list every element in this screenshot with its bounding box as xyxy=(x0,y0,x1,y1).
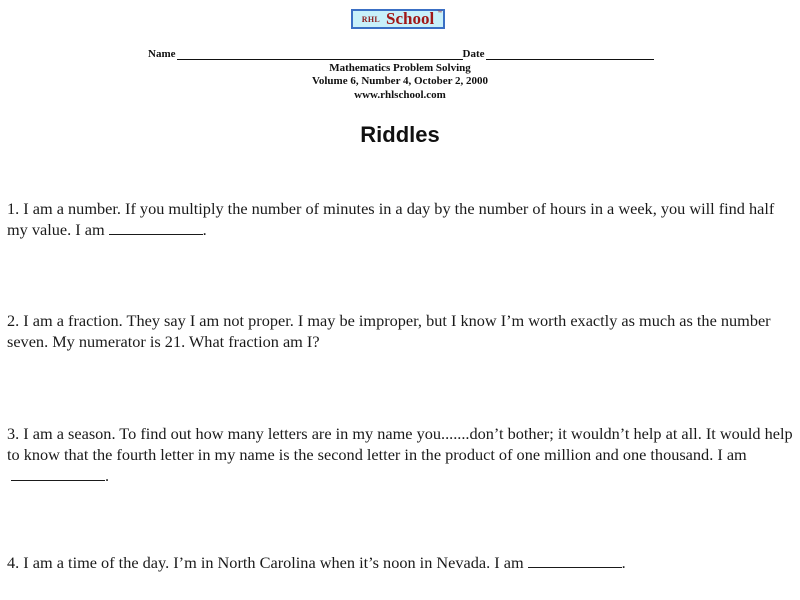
riddle-text: I am a fraction. They say I am not proper. I may be improper, but I know I’m worth exactly as much as the number seven. My numerator is 21. What fraction am I? xyxy=(7,311,771,351)
logo-name: School xyxy=(386,9,435,28)
name-label: Name xyxy=(148,48,176,60)
riddle-number: 2. xyxy=(7,311,20,330)
riddle-text: I am a season. To find out how many letters are in my name you.......don’t bother; it wouldn’t help at all. It would help to know that the fourth letter in my name is the second letter in the product of one million and one thousand. I am xyxy=(7,424,793,464)
subject-heading: Mathematics Problem Solving xyxy=(329,62,471,74)
riddle-1 xyxy=(7,198,797,240)
date-label: Date xyxy=(462,48,485,60)
riddle-text-end: . xyxy=(621,553,626,572)
logo-prefix: RHL xyxy=(361,14,381,24)
rhl-school-logo xyxy=(351,9,445,29)
riddle-text-end: . xyxy=(202,220,207,239)
riddle-number: 1. xyxy=(7,199,20,218)
trademark-icon: ™ xyxy=(437,10,442,16)
page-title: Riddles xyxy=(360,122,440,147)
name-date-line xyxy=(148,47,654,60)
riddle-number: 3. xyxy=(7,424,20,443)
riddle-4 xyxy=(7,552,797,573)
riddle-text-end: . xyxy=(105,466,110,485)
name-field[interactable] xyxy=(177,47,463,60)
answer-blank[interactable] xyxy=(528,553,622,568)
riddle-text: I am a time of the day. I’m in North Carolina when it’s noon in Nevada. I am xyxy=(23,553,524,572)
date-field[interactable] xyxy=(486,47,655,60)
riddle-text: I am a number. If you multiply the number of minutes in a day by the number of hours in a week, you will find half my value. I am xyxy=(7,199,775,239)
answer-blank[interactable] xyxy=(109,220,203,235)
answer-blank[interactable] xyxy=(11,466,105,481)
volume-info: Volume 6, Number 4, October 2, 2000 xyxy=(311,75,489,87)
riddle-2 xyxy=(7,310,797,352)
riddle-number: 4. xyxy=(7,553,20,572)
riddle-3 xyxy=(7,423,797,486)
website-url: www.rhlschool.com xyxy=(354,89,446,101)
